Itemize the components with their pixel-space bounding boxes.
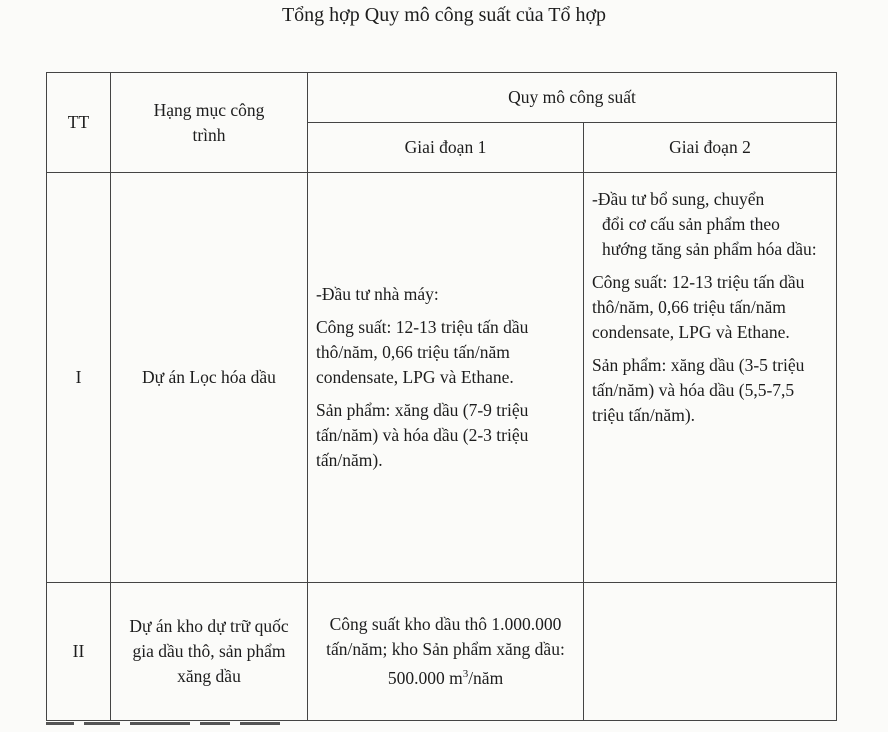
header-phase2: Giai đoạn 2 (584, 123, 837, 173)
row-category: Dự án Lọc hóa dầu (111, 173, 308, 583)
phase1-products: Sản phẩm: xăng dầu (7-9 triệu tấn/năm) và hóa dầu (2-3 triệu tấn/năm). (316, 400, 529, 470)
row-phase1 (308, 583, 584, 721)
row-phase1 (308, 173, 584, 583)
phase2-products: Sản phẩm: xăng dầu (3-5 triệu tấn/năm) và hóa dầu (5,5-7,5 triệu tấn/năm). (592, 355, 805, 425)
header-tt: TT (47, 73, 111, 173)
row-category: Dự án kho dự trữ quốc gia dầu thô, sản phẩm xăng dầu (111, 583, 308, 721)
header-phase1: Giai đoạn 1 (308, 123, 584, 173)
capacity-summary-table (46, 72, 837, 721)
header-category-line1: Hạng mục công (153, 99, 265, 120)
phase2-capacity: Công suất: 12-13 triệu tấn dầu thô/năm, 0,66 triệu tấn/năm condensate, LPG và Ethane. (592, 272, 805, 342)
header-capacity: Quy mô công suất (308, 73, 837, 123)
row-tt: II (47, 583, 111, 721)
phase1-intro: -Đầu tư nhà máy: (316, 284, 439, 304)
phase1-volume: 500.000 $m^3$/năm (387, 667, 504, 688)
phase2-intro-line1: -Đầu tư bổ sung, chuyển (592, 189, 765, 209)
phase2-intro-rest: đổi cơ cấu sản phẩm theo hướng tăng sản phẩm hóa dầu: (602, 214, 817, 259)
phase1-capacity: Công suất: 12-13 triệu tấn dầu thô/năm, 0,66 triệu tấn/năm condensate, LPG và Ethane. (316, 317, 529, 387)
header-category (111, 73, 308, 173)
header-category-line2: trình (192, 124, 226, 145)
row-phase2-empty (584, 583, 837, 721)
table-row (47, 173, 837, 583)
row-phase2 (584, 173, 837, 583)
document-title: Tổng hợp Quy mô công suất của Tổ hợp (281, 4, 607, 26)
cropped-text-fragment (46, 722, 306, 732)
table-row (47, 583, 837, 721)
phase1-text: Công suất kho dầu thô 1.000.000 tấn/năm; kho Sản phẩm xăng dầu: (326, 614, 565, 660)
row-tt: I (47, 173, 111, 583)
header-row-1 (47, 73, 837, 123)
